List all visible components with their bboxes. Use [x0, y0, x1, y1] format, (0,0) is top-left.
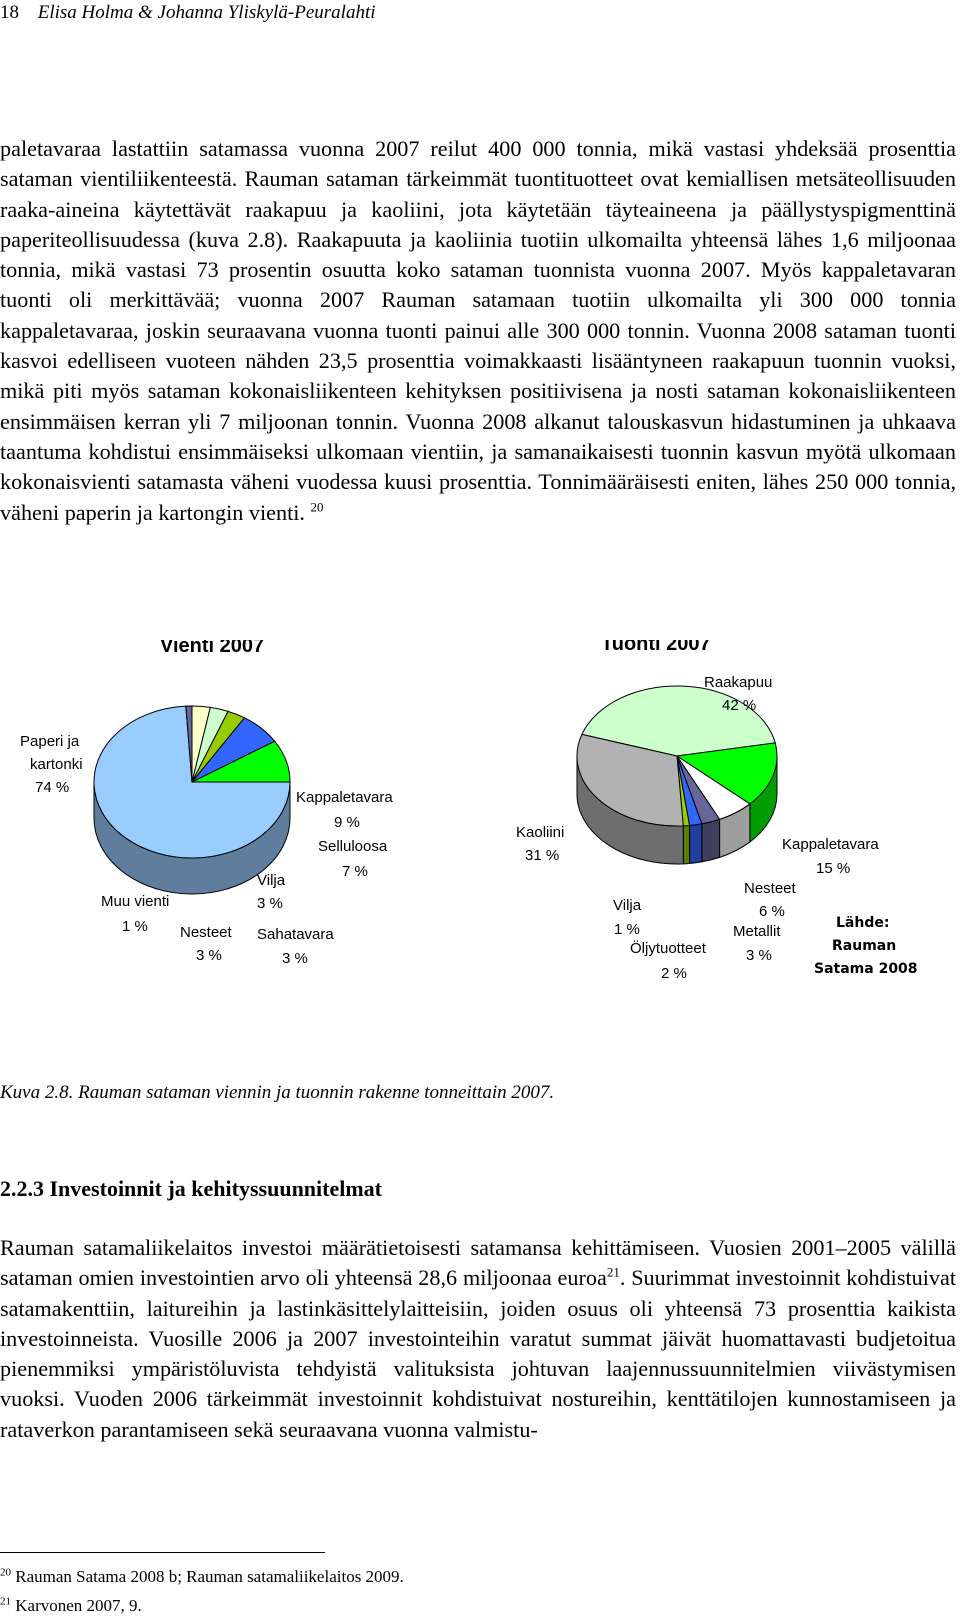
pie-side-vilja: [683, 825, 689, 863]
label-sahatavara: Sahatavara: [257, 926, 334, 943]
label-vilja-vienti: Vilja: [257, 872, 286, 889]
label-oljytuotteet: Öljytuotteet: [630, 940, 706, 957]
label-oljytuotteet-pct: 2 %: [661, 965, 687, 982]
label-nesteet-vienti: Nesteet: [180, 924, 232, 941]
footnote-20: [0, 1567, 404, 1587]
chart-title-tuonti: Tuonti 2007: [601, 640, 711, 655]
label-paperi-line2: kartonki: [30, 756, 83, 773]
page-header: [0, 2, 376, 24]
label-metallit-pct: 3 %: [746, 947, 772, 964]
label-muu-vienti: Muu vienti: [101, 893, 170, 910]
label-kaoliini-pct: 31 %: [525, 847, 560, 864]
pie-side-metallit: [702, 819, 720, 861]
label-kappaletavara-vienti: Kappaletavara: [296, 789, 393, 806]
source-line2: Rauman: [832, 938, 897, 954]
label-nesteet-vienti-pct: 3 %: [196, 947, 222, 964]
footnote-ref-21: 21: [606, 1264, 620, 1280]
figure-caption: Kuva 2.8. Rauman sataman viennin ja tuonnin rakenne tonneittain 2007.: [0, 1082, 555, 1103]
label-raakapuu-pct: 42 %: [722, 697, 757, 714]
label-vilja-tuonti-pct: 1 %: [614, 921, 640, 938]
page-number: 18: [0, 2, 19, 23]
figure-pie-charts: [0, 640, 960, 1020]
paragraph-2-text-b: . Suurimmat investoinnit kohdistuivat satamakenttiin, laitureihin ja lastinkäsittelylaitteisiin, joiden osuus oli yhteensä 73 prosenttia kaikista investoinneista. Vuosille 2006 ja 2007 investointeihin varatut summat jäivät huomattavasti budjetoitua pienemmiksi ympäristöluvista tehdyistä valituksista johtuvan laajennussuunnitelmien viivästymisen vuoksi. Vuoden 2006 tärkeimmät investoinnit kohdistuivat nostureihin, kenttätilojen kunnostamiseen ja rataverkon parantamiseen sekä seuraavana vuonna valmistu-: [0, 1265, 956, 1442]
pie-charts-svg: [0, 640, 960, 1020]
footnote-20-number: 20: [0, 1566, 11, 1579]
source-label: Lähde:: [836, 915, 890, 931]
label-metallit: Metallit: [733, 923, 781, 940]
label-nesteet-tuonti-pct: 6 %: [759, 903, 785, 920]
body-paragraph-1: [0, 134, 956, 528]
label-paperi-line1: Paperi ja: [20, 733, 80, 750]
label-kappaletavara-tuonti-pct: 15 %: [816, 860, 851, 877]
label-kappaletavara-vienti-pct: 9 %: [334, 814, 360, 831]
source-line3: Satama 2008: [814, 961, 918, 977]
chart-title-vienti: Vienti 2007: [160, 640, 265, 657]
label-selluloosa-pct: 7 %: [342, 863, 368, 880]
footnote-20-text: Rauman Satama 2008 b; Rauman satamaliikelaitos 2009.: [15, 1567, 404, 1586]
pie-side-oljytuotteet: [690, 824, 702, 864]
label-vilja-vienti-pct: 3 %: [257, 895, 283, 912]
footnote-21-number: 21: [0, 1595, 11, 1608]
paragraph-2-text-a: Rauman satamaliikelaitos investoi määrätietoisesti satamansa kehittämiseen. Vuosien 2001–2005 välillä sataman omien investointien arvo oli yhteensä 28,6 miljoonaa euroa: [0, 1235, 956, 1291]
label-paperi-pct: 74 %: [35, 779, 70, 796]
section-heading: 2.2.3 Investoinnit ja kehityssuunnitelmat: [0, 1176, 383, 1201]
running-title: Elisa Holma & Johanna Yliskylä-Peuralahti: [37, 2, 376, 23]
label-nesteet-tuonti: Nesteet: [744, 880, 796, 897]
label-selluloosa: Selluloosa: [318, 838, 388, 855]
label-sahatavara-pct: 3 %: [282, 950, 308, 967]
body-paragraph-2: [0, 1233, 956, 1445]
label-muu-vienti-pct: 1 %: [122, 918, 148, 935]
footnote-21: [0, 1596, 142, 1616]
label-kaoliini: Kaoliini: [516, 824, 565, 841]
footnote-divider: [0, 1552, 325, 1553]
footnote-21-text: Karvonen 2007, 9.: [15, 1596, 142, 1615]
label-raakapuu: Raakapuu: [704, 674, 773, 691]
paragraph-1-text: paletavaraa lastattiin satamassa vuonna 2007 reilut 400 000 tonnia, mikä vastasi yhdeksää prosenttia sataman vientiliikenteestä. Rauman sataman tärkeimmät tuontituotteet ovat kemiallisen metsäteollisuuden raaka-aineina käytettävät raakapuu ja kaoliini, jota käytetään täyteaineena ja päällystyspigmenttinä paperiteollisuudessa (kuva 2.8). Raakapuuta ja kaoliinia tuotiin ulkomailta yhteensä lähes 1,6 miljoonaa tonnia, mikä vastasi 73 prosentin osuutta koko sataman tuonnista vuonna 2007. Myös kappaletavaran tuonti oli merkittävää; vuonna 2007 Rauman satamaan tuotiin ulkomailta yli 300 000 tonnia kappaletavaraa, joskin seuraavana vuonna tuonti painui alle 300 000 tonnin. Vuonna 2008 sataman tuonti kasvoi edelliseen vuoteen nähden 23,5 prosenttia voimakkaasti lisääntyneen raakapuun tuonnin vuoksi, mikä piti myös sataman kokonaisliikenteen kehityksen positiivisena ja nosti sataman kokonaisliikenteen ensimmäisen kerran yli 7 miljoonan tonnin. Vuonna 2008 alkanut talouskasvun hidastuminen ja uhkaava taantuma kohdistui ensimmäiseksi ulkomaan vientiin, ja samanaikaisesti tuonnin kasvun myötä ulkomaan kokonaisvienti satamasta väheni vuodessa kuusi prosenttia. Tonnimääräisesti eniten, lähes 250 000 tonnia, väheni paperin ja kartongin vienti.: [0, 136, 956, 525]
pie-vienti: [94, 706, 290, 894]
label-kappaletavara-tuonti: Kappaletavara: [782, 836, 879, 853]
label-vilja-tuonti: Vilja: [613, 897, 642, 914]
footnote-ref-20: 20: [310, 499, 324, 515]
